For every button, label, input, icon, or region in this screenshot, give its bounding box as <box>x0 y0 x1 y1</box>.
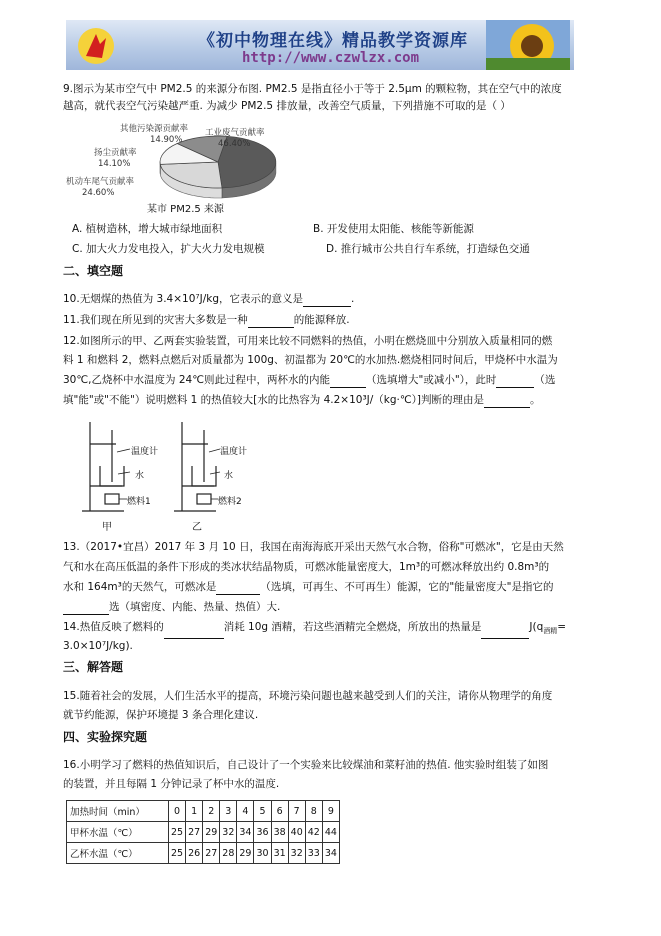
table-cell: 36 <box>254 822 271 843</box>
q12-blank-1[interactable] <box>330 375 366 388</box>
table-cell: 33 <box>305 843 322 864</box>
q14-line1 <box>63 620 566 639</box>
table-cell: 7 <box>288 801 305 822</box>
table-cell: 25 <box>169 843 186 864</box>
pie-label-other-name: 其他污染源贡献率 <box>120 124 189 134</box>
table-cell: 32 <box>220 822 237 843</box>
label-fuel-2: 燃料2 <box>218 497 242 507</box>
q12-line3c: （选 <box>534 374 556 386</box>
pie-label-other-value: 14.90% <box>150 135 183 145</box>
q14-line1c: J(q <box>529 621 544 633</box>
table-cell: 0 <box>169 801 186 822</box>
q9-line1: 9.图示为某市空气中 PM2.5 的来源分布图. PM2.5 是指直径小于等于 2.5μm 的颗粒物，其在空气中的浓度 <box>63 83 562 95</box>
table-cell: 25 <box>169 822 186 843</box>
q10-blank[interactable] <box>303 294 351 307</box>
banner-title: 《初中物理在线》精品教学资源库 <box>198 31 468 51</box>
table-cell: 5 <box>254 801 271 822</box>
q11 <box>63 313 350 328</box>
table-cell: 27 <box>186 822 203 843</box>
table-cell: 3 <box>220 801 237 822</box>
q12-line4a: 填"能"或"不能"）说明燃料 1 的热值较大[水的比热容为 4.2×10³J/（kg·℃）]判断的理由是 <box>63 394 485 406</box>
q16-line2: 的装置，并且每隔 1 分钟记录了杯中水的温度. <box>63 778 280 790</box>
label-thermometer-2: 温度计 <box>220 447 248 457</box>
table-cell: 34 <box>237 822 254 843</box>
table-cell: 2 <box>203 801 220 822</box>
q9-option-a: A. 植树造林，增大城市绿地面积 <box>72 223 223 235</box>
q14-line1d: = <box>557 621 567 633</box>
q9-option-c: C. 加大火力发电投入，扩大火力发电规模 <box>72 243 265 255</box>
q15-line1: 15.随着社会的发展，人们生活水平的提高，环境污染问题也越来越受到人们的关注，请你从物理学的角度 <box>63 690 553 702</box>
pie-label-industry-value: 46.40% <box>218 139 251 149</box>
table-cell: 26 <box>186 843 203 864</box>
table-row <box>67 822 340 843</box>
q13-line3a: 水和 164m³的天然气，可燃冰是 <box>63 581 217 593</box>
table-cell: 32 <box>288 843 305 864</box>
table-cell: 8 <box>305 801 322 822</box>
table-row-label-yi: 乙杯水温（℃） <box>67 843 169 864</box>
label-jia: 甲 <box>102 522 112 533</box>
apparatus-drawing <box>72 416 242 536</box>
q13-line1: 13.（2017•宜昌）2017 年 3 月 10 日，我国在南海海底开采出天然气水合物，俗称"可燃冰"，它是由天然 <box>63 541 564 553</box>
chart-caption: 某市 PM2.5 来源 <box>147 204 224 215</box>
table-cell: 40 <box>288 822 305 843</box>
table-cell: 6 <box>271 801 288 822</box>
pie-label-vehicle-name: 机动车尾气贡献率 <box>66 177 135 187</box>
banner-url: http://www.czwlzx.com <box>242 50 420 66</box>
table-row <box>67 801 340 822</box>
q10-text: 10.无烟煤的热值为 3.4×10⁷J/kg，它表示的意义是 <box>63 293 303 305</box>
q9-option-d: D. 推行城市公共自行车系统，打造绿色交通 <box>326 243 530 255</box>
q11-blank[interactable] <box>248 315 294 328</box>
q13-line4 <box>63 600 280 615</box>
table-cell: 4 <box>237 801 254 822</box>
table-cell: 31 <box>271 843 288 864</box>
table-header-time: 加热时间（min） <box>67 801 169 822</box>
table-cell: 44 <box>322 822 339 843</box>
q14-line1a: 14.热值反映了燃料的 <box>63 621 164 633</box>
table-cell: 9 <box>322 801 339 822</box>
q10 <box>63 292 354 307</box>
pie-label-dust-name: 扬尘贡献率 <box>94 148 137 158</box>
q12-line3 <box>63 373 555 388</box>
q11-tail: 的能源释放. <box>293 314 350 326</box>
table-cell: 1 <box>186 801 203 822</box>
table-row <box>67 843 340 864</box>
q9-line2: 越高，就代表空气污染越严重. 为减少 PM2.5 排放量，改善空气质量，下列措施不可取的是（ ） <box>63 100 511 112</box>
q12-blank-2[interactable] <box>496 375 534 388</box>
q12-line4 <box>63 393 541 408</box>
table-row-label-jia: 甲杯水温（℃） <box>67 822 169 843</box>
section-3-title: 三、解答题 <box>63 660 124 674</box>
q14-line2: 3.0×10⁷J/kg). <box>63 640 133 652</box>
table-cell: 28 <box>220 843 237 864</box>
q12-blank-3[interactable] <box>484 395 530 408</box>
q14-blank-2[interactable] <box>481 626 529 639</box>
q14-line1b: 消耗 10g 酒精，若这些酒精完全燃烧，所放出的热量是 <box>223 621 482 633</box>
table-cell: 30 <box>254 843 271 864</box>
pie-label-dust-value: 14.10% <box>98 159 131 169</box>
q12-line3a: 30℃,乙烧杯中水温度为 24℃则此过程中，两杯水的内能 <box>63 374 330 386</box>
q16-line1: 16.小明学习了燃料的热值知识后，自己设计了一个实验来比较煤油和菜籽油的热值. 他实验时组装了如图 <box>63 759 549 771</box>
q12-line3b: （选填增大"或减小"），此时 <box>365 374 497 386</box>
q10-tail: . <box>350 293 355 305</box>
table-cell: 42 <box>305 822 322 843</box>
table-cell: 27 <box>203 843 220 864</box>
label-yi: 乙 <box>192 522 202 533</box>
label-fuel-1: 燃料1 <box>127 497 151 507</box>
table-cell: 29 <box>237 843 254 864</box>
q14-blank-1[interactable] <box>164 626 224 639</box>
q13-blank-2[interactable] <box>63 602 109 615</box>
q12-line1: 12.如图所示的甲、乙两套实验装置，可用来比较不同燃料的热值，小明在燃烧皿中分别放入质量相同的燃 <box>63 335 553 347</box>
site-logo-icon <box>76 26 116 66</box>
sunflower-icon <box>486 20 570 70</box>
label-water-1: 水 <box>135 471 145 481</box>
q12-line2: 料 1 和燃料 2，燃料点燃后对质量都为 100g、初温都为 20℃的水加热.燃烧相同时间后，甲烧杯中水温为 <box>63 354 558 366</box>
section-4-title: 四、实验探究题 <box>63 730 148 744</box>
q13-line3b: （选填，可再生、不可再生）能源，它的"能量密度大"是指它的 <box>260 581 554 593</box>
table-cell: 38 <box>271 822 288 843</box>
label-water-2: 水 <box>224 471 234 481</box>
q9-option-b: B. 开发使用太阳能、核能等新能源 <box>313 223 474 235</box>
q15-line2: 就节约能源，保护环境提 3 条合理化建议. <box>63 709 259 721</box>
pie-label-vehicle-value: 24.60% <box>82 188 115 198</box>
temperature-table <box>66 800 340 864</box>
pie-label-industry-name: 工业废气贡献率 <box>205 128 265 138</box>
label-thermometer-1: 温度计 <box>131 447 159 457</box>
section-2-title: 二、填空题 <box>63 264 124 278</box>
apparatus-figure <box>72 416 242 536</box>
table-cell: 29 <box>203 822 220 843</box>
q13-blank-1[interactable] <box>216 582 260 595</box>
header-banner <box>66 20 574 70</box>
q13-line2: 气和水在高压低温的条件下形成的类冰状结晶物质，可燃冰能量密度大，1m³的可燃冰释放出约 0.8m³的 <box>63 561 550 573</box>
q14-subscript: 酒精 <box>543 627 558 636</box>
q13-line3 <box>63 580 554 595</box>
q13-line4-text: 选（填密度、内能、热量、热值）大. <box>109 601 281 613</box>
q11-text: 11.我们现在所见到的灾害大多数是一种 <box>63 314 248 326</box>
table-cell: 34 <box>322 843 339 864</box>
q12-line4b: 。 <box>530 394 541 406</box>
